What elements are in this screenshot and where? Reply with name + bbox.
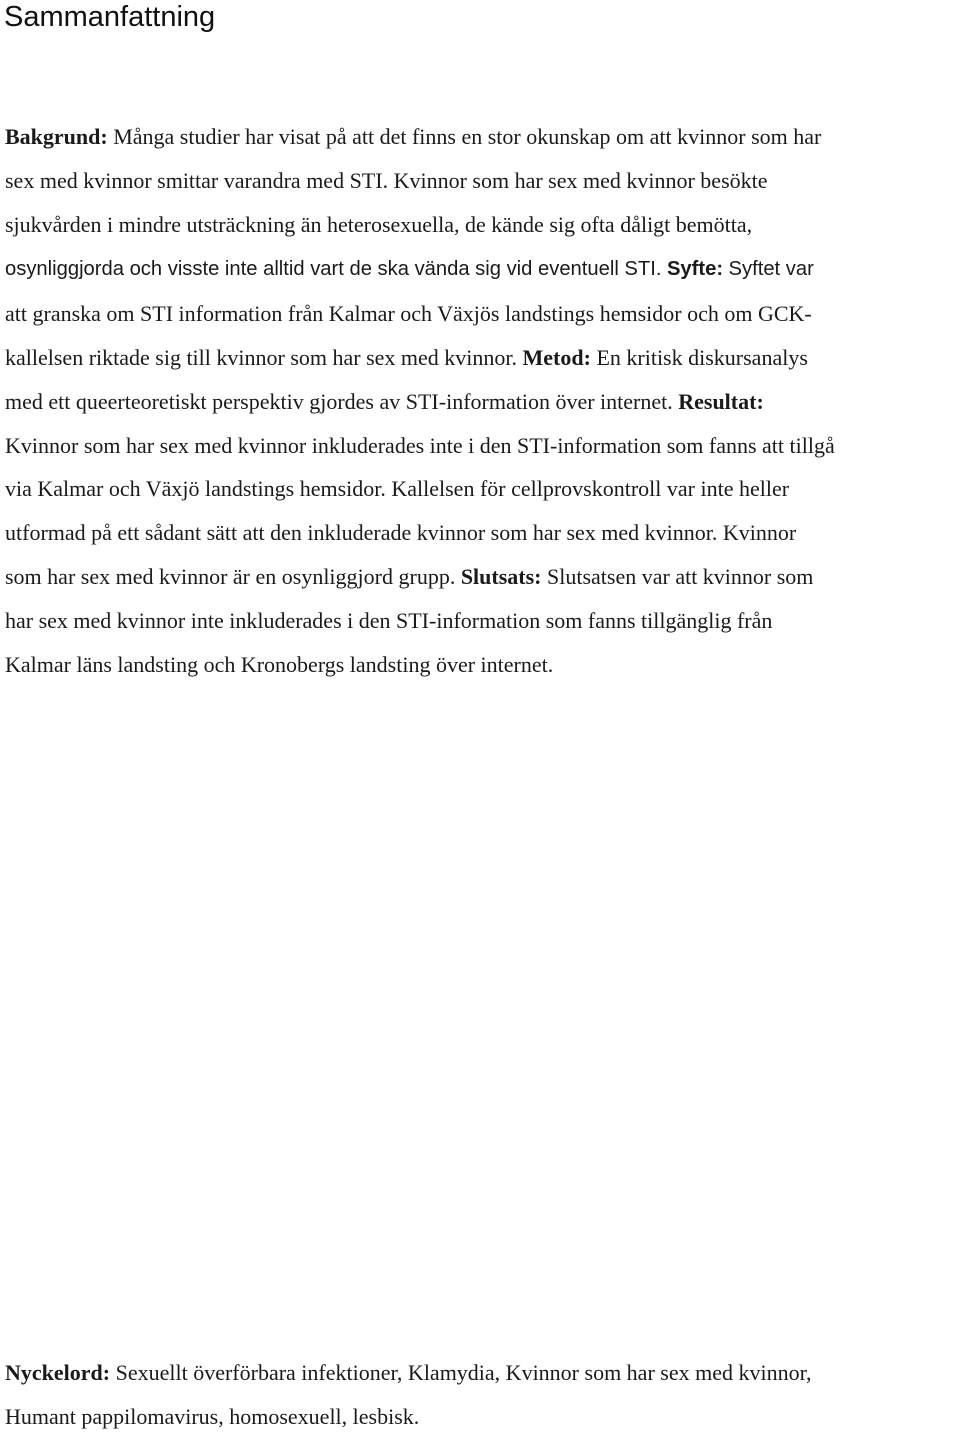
- abstract-line-2: sex med kvinnor smittar varandra med STI. Kvinnor som har sex med kvinnor besökte: [5, 167, 768, 193]
- keywords-label: Nyckelord:: [5, 1360, 111, 1385]
- page-title: Sammanfattning: [4, 1, 216, 33]
- abstract-line-4: osynliggjorda och visste inte alltid vart de ska vända sig vid eventuell STI.: [5, 258, 662, 281]
- abstract-line-3: sjukvården i mindre utsträckning än heterosexuella, de kände sig ofta dåligt bemötta,: [5, 211, 753, 237]
- keywords-paragraph: [5, 1351, 960, 1439]
- abstract-line-1: Många studier har visat på att det finns en stor okunskap om att kvinnor som har: [113, 124, 822, 149]
- metod-label: Metod:: [522, 344, 591, 370]
- resultat-label: Resultat:: [678, 388, 764, 414]
- abstract-line-13: Kalmar läns landsting och Kronobergs landsting över internet.: [5, 651, 554, 677]
- abstract-line-6-rest: En kritisk diskursanalys: [596, 344, 808, 370]
- abstract-paragraph: [5, 115, 960, 686]
- abstract-line-11-rest: Slutsatsen var att kvinnor som: [547, 563, 814, 589]
- abstract-line-10: utformad på ett sådant sätt att den inkluderade kvinnor som har sex med kvinnor. Kvinnor: [5, 520, 797, 546]
- abstract-line-9: via Kalmar och Växjö landstings hemsidor. Kallelsen för cellprovskontroll var inte heller: [5, 476, 790, 502]
- abstract-line-5: att granska om STI information från Kalmar och Växjös landstings hemsidor och om GCK-: [5, 301, 812, 327]
- abstract-line-8: Kvinnor som har sex med kvinnor inkluderades inte i den STI-information som fanns att tillgå: [5, 432, 835, 458]
- abstract-line-7: med ett queerteoretiskt perspektiv gjordes av STI-information över internet.: [5, 388, 673, 414]
- bakgrund-label: Bakgrund:: [5, 124, 108, 149]
- syfte-label: Syfte:: [666, 258, 724, 281]
- keywords-line-2: Humant pappilomavirus, homosexuell, lesbisk.: [5, 1403, 420, 1429]
- abstract-line-12: har sex med kvinnor inte inkluderades i den STI-information som fanns tillgänglig från: [5, 607, 773, 633]
- slutsats-label: Slutsats:: [460, 563, 542, 589]
- abstract-line-4-rest: Syftet var: [728, 258, 814, 281]
- abstract-line-6: kallelsen riktade sig till kvinnor som har sex med kvinnor.: [5, 344, 518, 370]
- keywords-line-1: Sexuellt överförbara infektioner, Klamydia, Kvinnor som har sex med kvinnor,: [115, 1360, 812, 1385]
- abstract-line-11: som har sex med kvinnor är en osynliggjord grupp.: [5, 563, 456, 589]
